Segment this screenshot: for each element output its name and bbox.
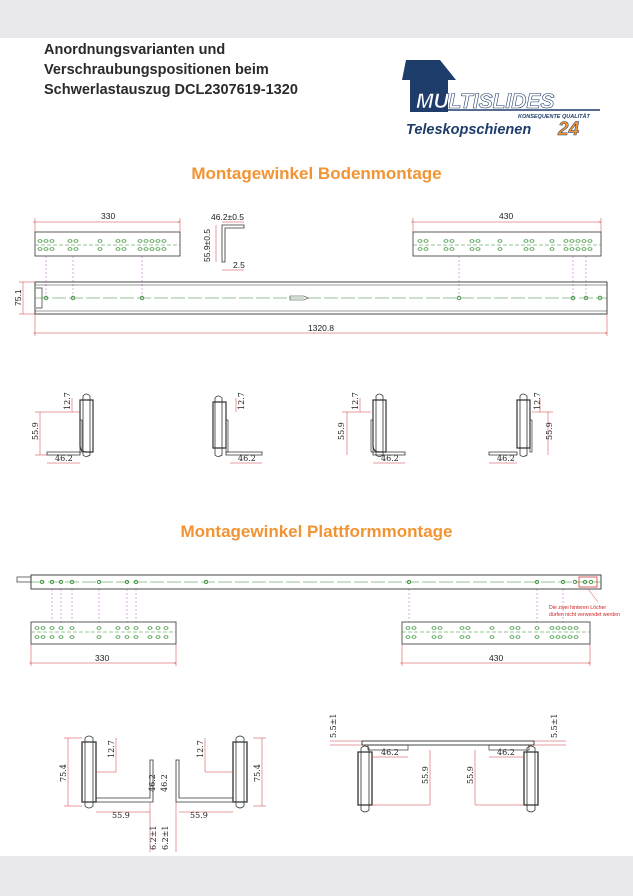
pr-top-a: 46.2 xyxy=(381,748,399,757)
d3-height: 55.9 xyxy=(337,422,346,440)
platform-detail-right xyxy=(329,713,566,812)
bracket-330-platform xyxy=(31,622,176,666)
d3-width: 46.2 xyxy=(381,454,399,463)
d2-offset: 12.7 xyxy=(237,392,246,410)
d3-offset: 12.7 xyxy=(351,392,360,410)
bracket-430-top xyxy=(413,211,601,256)
d4-height: 55.9 xyxy=(545,422,554,440)
pr-top-b: 46.2 xyxy=(497,748,515,757)
d4-offset: 12.7 xyxy=(533,392,542,410)
d1-height: 55.9 xyxy=(31,422,40,440)
dim-430: 430 xyxy=(499,211,514,221)
alignment-guides xyxy=(46,256,586,298)
d1-offset: 12.7 xyxy=(63,392,72,410)
pr-height-b: 55.9 xyxy=(466,766,475,784)
rail-platform xyxy=(17,575,620,618)
dim-angle-height: 55.9±0.5 xyxy=(202,228,212,262)
note-line-2: dürfen nicht verwendet werden xyxy=(549,612,620,618)
section-heading-floor: Montagewinkel Bodenmontage xyxy=(191,164,442,183)
pl-base-b: 55.9 xyxy=(190,811,208,820)
platform-detail-left xyxy=(59,736,266,852)
logo-tagline: KONSEQUENTE QUALITÄT xyxy=(518,114,590,120)
logo-shop-number: 24 xyxy=(558,119,580,140)
dim-rail-height: 75.1 xyxy=(13,289,23,306)
dim-330: 330 xyxy=(101,211,116,221)
pl-height-a: 75.4 xyxy=(59,764,68,782)
profile-detail-4 xyxy=(489,392,554,463)
logo-shop-text: Teleskopschienen xyxy=(406,122,532,138)
pl-thick-b: 6.2±1 xyxy=(161,825,170,850)
bracket-430-platform xyxy=(402,622,590,666)
pl-width-b: 46.2 xyxy=(160,774,169,792)
dim-330-platform: 330 xyxy=(95,653,110,663)
dim-angle-width: 46.2±0.5 xyxy=(211,212,245,222)
title-line-2: Verschraubungspositionen beim xyxy=(44,62,269,78)
profile-detail-3 xyxy=(337,392,405,463)
pl-base-a: 55.9 xyxy=(112,811,130,820)
pl-offset-b: 12.7 xyxy=(196,740,205,758)
dim-rail-length: 1320.8 xyxy=(308,323,334,333)
pl-thick-a: 6.2±1 xyxy=(149,825,158,850)
title-line-1: Anordnungsvarianten und xyxy=(44,42,226,58)
section-heading-platform: Montagewinkel Plattformmontage xyxy=(180,522,453,541)
note-line-1: Die zwei hinteren Löcher xyxy=(549,605,607,611)
logo-brand: MULTISLIDES xyxy=(416,90,555,113)
bracket-330-top xyxy=(35,211,180,256)
profile-detail-2 xyxy=(213,392,262,463)
d1-width: 46.2 xyxy=(55,454,73,463)
profile-detail-1 xyxy=(31,392,93,463)
pl-height-b: 75.4 xyxy=(253,764,262,782)
title-line-3: Schwerlastauszug DCL2307619-1320 xyxy=(44,82,298,98)
angle-profile xyxy=(202,212,245,270)
d4-width: 46.2 xyxy=(497,454,515,463)
rail-floor xyxy=(13,282,607,336)
alignment-guides-2 xyxy=(52,589,563,622)
pr-thick-b: 5.5±1 xyxy=(550,713,559,738)
pl-width-a: 46.2 xyxy=(148,774,157,792)
pr-height-a: 55.9 xyxy=(421,766,430,784)
pr-thick-a: 5.5±1 xyxy=(329,713,338,738)
pl-offset-a: 12.7 xyxy=(107,740,116,758)
d2-width: 46.2 xyxy=(238,454,256,463)
dim-430-platform: 430 xyxy=(489,653,504,663)
dim-angle-thickness: 2.5 xyxy=(233,260,245,270)
